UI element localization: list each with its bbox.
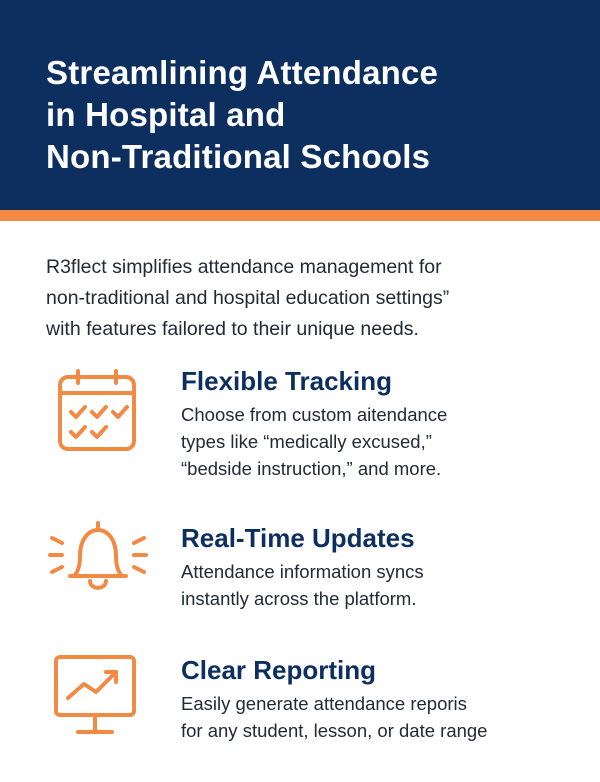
intro-paragraph (46, 252, 566, 345)
feature-description (181, 558, 581, 612)
calendar-check-icon (48, 369, 140, 453)
feature-desc-line-1: Easily generate attendance reporis (181, 693, 467, 714)
page-title-line-2: in Hospital and (46, 96, 286, 133)
intro-line-3: with features failored to their unique needs. (46, 318, 419, 340)
feature-desc-line-1: Attendance information syncs (181, 561, 424, 582)
feature-description (181, 690, 581, 744)
feature-desc-line-2: instantly across the platform. (181, 588, 417, 609)
page-title (46, 52, 526, 178)
intro-line-1: R3flect simplifies attendance management for (46, 256, 442, 278)
accent-divider (0, 210, 600, 221)
feature-desc-line-3: “bedside instruction,” and more. (181, 458, 442, 479)
feature-desc-line-1: Choose from custom aitendance (181, 404, 448, 425)
bell-icon (48, 520, 148, 600)
feature-desc-line-2: for any student, lesson, or date range (181, 720, 488, 741)
page-title-line-3: Non-Traditional Schools (46, 138, 431, 175)
header-banner (0, 0, 600, 210)
feature-title: Clear Reporting (181, 655, 377, 685)
feature-title: Flexible Tracking (181, 366, 392, 396)
feature-desc-line-2: types like “medically excused,” (181, 431, 432, 452)
page-title-line-1: Streamlining Attendance (46, 54, 439, 91)
intro-line-2: non-traditional and hospital education settings” (46, 287, 450, 309)
feature-description (181, 401, 581, 482)
monitor-chart-icon (48, 654, 140, 740)
feature-title: Real-Time Updates (181, 523, 415, 553)
